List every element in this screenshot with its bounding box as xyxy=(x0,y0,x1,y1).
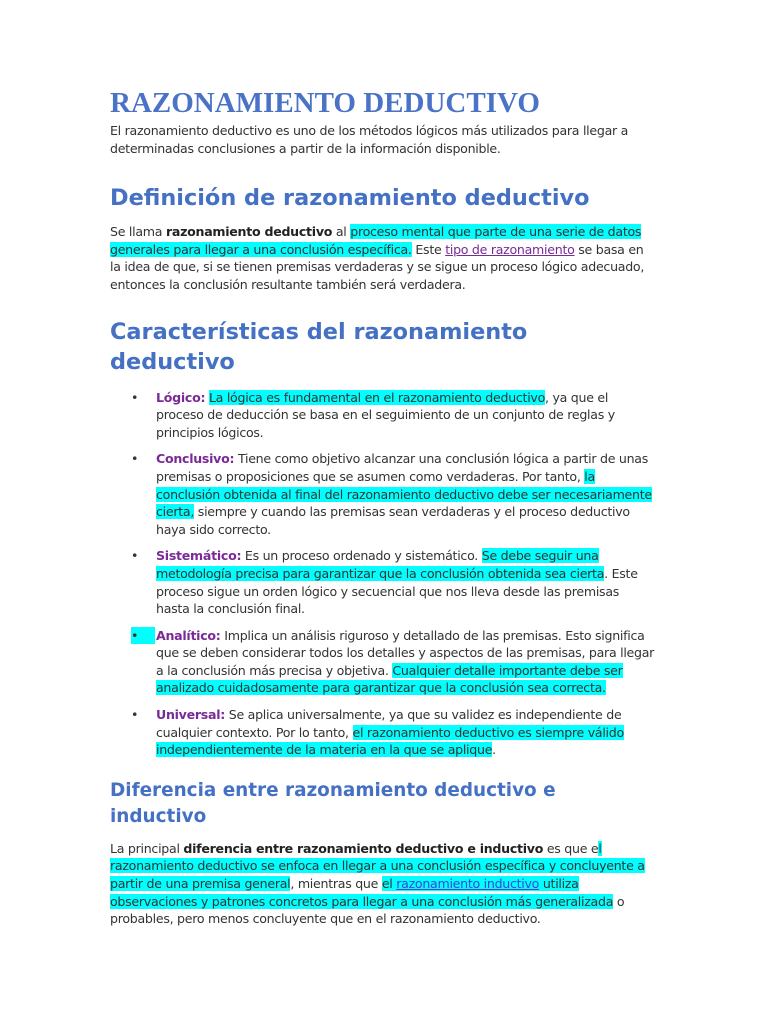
list-item-logico: • Lógico: La lógica es fundamental en el razonamiento deductivo, ya que el proceso de deducción se basa en el seguimiento de un conjunto de reglas y principios lógicos. xyxy=(131,389,615,440)
bullet-icon: • xyxy=(131,707,139,723)
intro-paragraph: El razonamiento deductivo es uno de los métodos lógicos más utilizados para llegar a determinadas conclusiones a partir de la información disponible. xyxy=(110,123,629,156)
highlighted-text: el xyxy=(381,876,397,892)
bullet-icon: • xyxy=(131,548,139,564)
list-item-universal: • Universal: Se aplica universalmente, ya que su validez es independiente de cualquier contexto. Por lo tanto, el razonamiento deductivo es siempre válido independientemente de la materia en la que se aplique. xyxy=(131,707,624,758)
list-item-analitico: • Analítico: Implica un análisis riguroso y detallado de las premisas. Esto significa que se deben considerar todos los detalles y aspectos de las premisas, para llegar a la conclusión más precisa y objetiva. Cualquier detalle importante debe ser analizado cuidadosamente para garantizar que la conclusión sea correcta. xyxy=(131,627,655,696)
highlighted-text: La lógica es fundamental en el razonamiento deductivo xyxy=(208,389,546,405)
tipo-razonamiento-link[interactable]: tipo de razonamiento xyxy=(445,241,575,257)
razonamiento-inductivo-link[interactable]: razonamiento inductivo xyxy=(396,876,540,892)
highlighted-text: utiliza observaciones y patrones concretos para llegar a una conclusión más generalizada xyxy=(110,876,614,909)
item-term: Sistemático: xyxy=(156,548,242,564)
difference-paragraph: La principal diferencia entre razonamiento deductivo e inductivo es que el razonamiento deductivo se enfoca en llegar a una conclusión específica y concluyente a partir de una premisa general, mientras que el razonamiento inductivo utiliza observaciones y patrones concretos para llegar a una conclusión más generalizada o probables, pero menos concluyente que en el razonamiento deductivo. xyxy=(110,840,645,927)
difference-heading: Diferencia entre razonamiento deductivo e inductivo xyxy=(110,779,556,827)
list-item-sistematico: • Sistemático: Es un proceso ordenado y sistemático. Se debe seguir una metodología precisa para garantizar que la conclusión obtenida sea cierta. Este proceso sigue un orden lógico y secuencial que nos lleva desde las premisas hasta la conclusión final. xyxy=(131,548,638,617)
document-title: RAZONAMIENTO DEDUCTIVO xyxy=(110,87,540,119)
bold-term: diferencia entre razonamiento deductivo e inductivo xyxy=(183,840,544,856)
characteristics-list xyxy=(110,389,655,759)
document-content xyxy=(110,84,655,928)
highlighted-text: Cualquier detalle importante debe ser analizado cuidadosamente para garantizar que la conclusión sea correcta. xyxy=(156,662,623,696)
item-term: Universal: xyxy=(156,707,226,723)
characteristics-heading: Características del razonamiento deductivo xyxy=(110,318,528,375)
item-term: Lógico: xyxy=(156,389,206,405)
highlighted-text: Se debe seguir una metodología precisa para garantizar que la conclusión obtenida sea cierta xyxy=(156,548,605,581)
definition-paragraph: Se llama razonamiento deductivo al proceso mental que parte de una serie de datos generales para llegar a una conclusión específica. Este tipo de razonamiento se basa en la idea de que, si se tienen premisas verdaderas y se sigue un proceso lógico adecuado, entonces la conclusión resultante también será verdadera. xyxy=(110,224,645,292)
highlighted-text: l razonamiento deductivo se enfoca en llegar a una conclusión específica y concluyente a partir de una premisa general xyxy=(110,840,645,892)
highlighted-text: el razonamiento deductivo es siempre válido independientemente de la materia en la que se aplique xyxy=(156,724,624,758)
bold-term: razonamiento deductivo xyxy=(165,224,333,240)
highlighted-text: proceso mental que parte de una serie de datos generales para llegar a una conclusión específica. xyxy=(110,224,642,257)
list-item-conclusivo: • Conclusivo: Tiene como objetivo alcanzar una conclusión lógica a partir de unas premisas o proposiciones que se asumen como verdaderas. Por tanto, la conclusión obtenida al final del razonamiento deductivo debe ser necesariamente cierta, siempre y cuando las premisas sean verdaderas y el proceso deductivo haya sido correcto. xyxy=(131,451,652,537)
item-term: Analítico: xyxy=(156,627,221,643)
bullet-icon: • xyxy=(131,627,155,645)
item-term: Conclusivo: xyxy=(156,451,235,467)
definition-heading: Definición de razonamiento deductivo xyxy=(110,185,590,212)
bullet-icon: • xyxy=(131,451,139,467)
bullet-icon: • xyxy=(131,389,139,405)
highlighted-text: la conclusión obtenida al final del razonamiento deductivo debe ser necesariamente cierta, xyxy=(156,468,652,520)
